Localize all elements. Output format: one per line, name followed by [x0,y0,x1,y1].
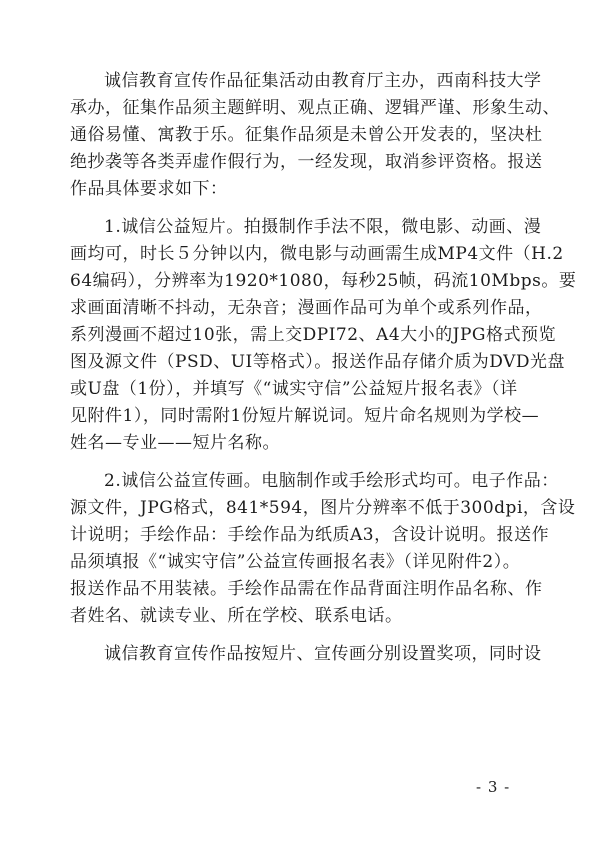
paragraph-awards [70,641,540,668]
text-line: 见附件1），同时需附1份短片解说词。短片命名规则为学校— [70,406,540,426]
text-line: 承办，征集作品须主题鲜明、观点正确、逻辑严谨、形象生动、 [70,98,560,118]
text-line: 系列漫画不超过10张，需上交DPI72、A4大小的JPG格式预览 [70,325,556,345]
text-line: 者姓名、就读专业、所在学校、联系电话。 [70,606,403,626]
text-line: 通俗易懂、寓教于乐。征集作品须是未曾公开发表的，坚决杜 [70,125,543,145]
text-line: 品须填报《“诚实守信”公益宣传画报名表》（详见附件2）。 [70,552,521,572]
text-line: 2.诚信公益宣传画。电脑制作或手绘形式均可。电子作品： [104,471,559,491]
text-line: 或U盘（1份），并填写《“诚实守信”公益短片报名表》（详 [70,379,518,399]
paragraph-intro [70,68,560,203]
text-line: 求画面清晰不抖动，无杂音；漫画作品可为单个或系列作品， [70,298,543,318]
text-line: 源文件，JPG格式，841*594，图片分辨率不低于300dpi，含设 [70,498,576,518]
text-line: 姓名—专业——短片名称。 [70,433,280,453]
text-line: 64编码），分辨率为1920*1080，每秒25帧，码流10Mbps。要 [70,271,577,291]
text-line: 绝抄袭等各类弄虚作假行为，一经发现，取消参评资格。报送 [70,152,543,172]
text-line: 诚信教育宣传作品按短片、宣传画分别设置奖项，同时设 [104,644,542,664]
text-line: 诚信教育宣传作品征集活动由教育厅主办，西南科技大学 [104,71,542,91]
text-line: 计说明；手绘作品：手绘作品为纸质A3，含设计说明。报送作 [70,525,550,545]
page-number: - 3 - [476,778,511,796]
text-line: 画均可，时长５分钟以内，微电影与动画需生成MP4文件（H.2 [70,244,564,264]
paragraph-poster [70,468,576,630]
paragraph-short-film [70,214,577,457]
document-body [70,68,577,668]
text-line: 图及源文件（PSD、UI等格式）。报送作品存储介质为DVD光盘 [70,352,565,372]
text-line: 1.诚信公益短片。拍摄制作手法不限，微电影、动画、漫 [104,217,542,237]
text-line: 作品具体要求如下： [70,179,228,199]
text-line: 报送作品不用装裱。手绘作品需在作品背面注明作品名称、作 [70,579,543,599]
